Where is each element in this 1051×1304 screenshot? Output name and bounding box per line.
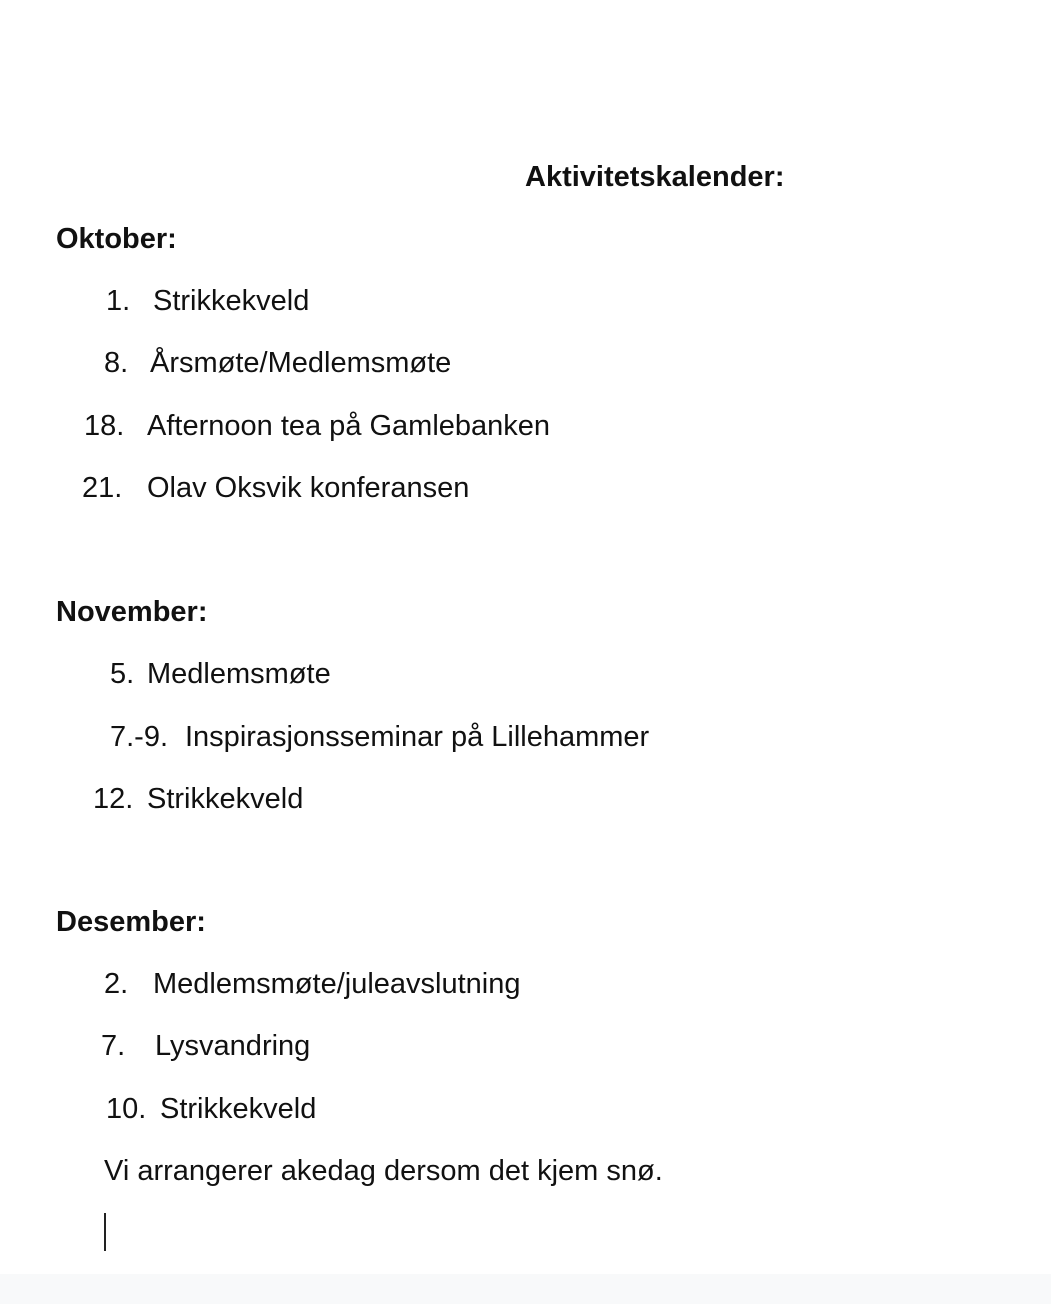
list-item-number: 10. — [106, 1093, 147, 1125]
list-item: Årsmøte/Medlemsmøte — [150, 347, 452, 379]
list-item-number: 18. — [84, 410, 125, 442]
list-item: Lysvandring — [155, 1030, 311, 1062]
list-item: Medlemsmøte/juleavslutning — [153, 968, 521, 1000]
list-item-number: 21. — [82, 472, 123, 504]
section-heading-november: November: — [56, 596, 208, 628]
list-item: Afternoon tea på Gamlebanken — [147, 410, 551, 442]
list-item: Strikkekveld — [160, 1093, 317, 1125]
text-cursor — [104, 1213, 106, 1251]
list-item: Medlemsmøte — [147, 658, 331, 690]
editor-background — [0, 1274, 1051, 1304]
list-item: Olav Oksvik konferansen — [147, 472, 470, 504]
list-item: Strikkekveld — [153, 285, 310, 317]
list-item: Inspirasjonsseminar på Lillehammer — [185, 721, 650, 753]
note-paragraph: Vi arrangerer akedag dersom det kjem snø. — [104, 1155, 663, 1187]
list-item-number: 7. — [101, 1030, 126, 1062]
document-title: Aktivitetskalender: — [525, 161, 785, 193]
section-heading-oktober: Oktober: — [56, 223, 177, 255]
list-item-number: 8. — [104, 347, 129, 379]
list-item-number: 1. — [106, 285, 131, 317]
list-item-number: 7.-9. — [110, 721, 169, 753]
list-item-number: 2. — [104, 968, 129, 1000]
list-item-number: 12. — [93, 783, 134, 815]
section-heading-desember: Desember: — [56, 906, 206, 938]
list-item-number: 5. — [110, 658, 135, 690]
list-item: Strikkekveld — [147, 783, 304, 815]
